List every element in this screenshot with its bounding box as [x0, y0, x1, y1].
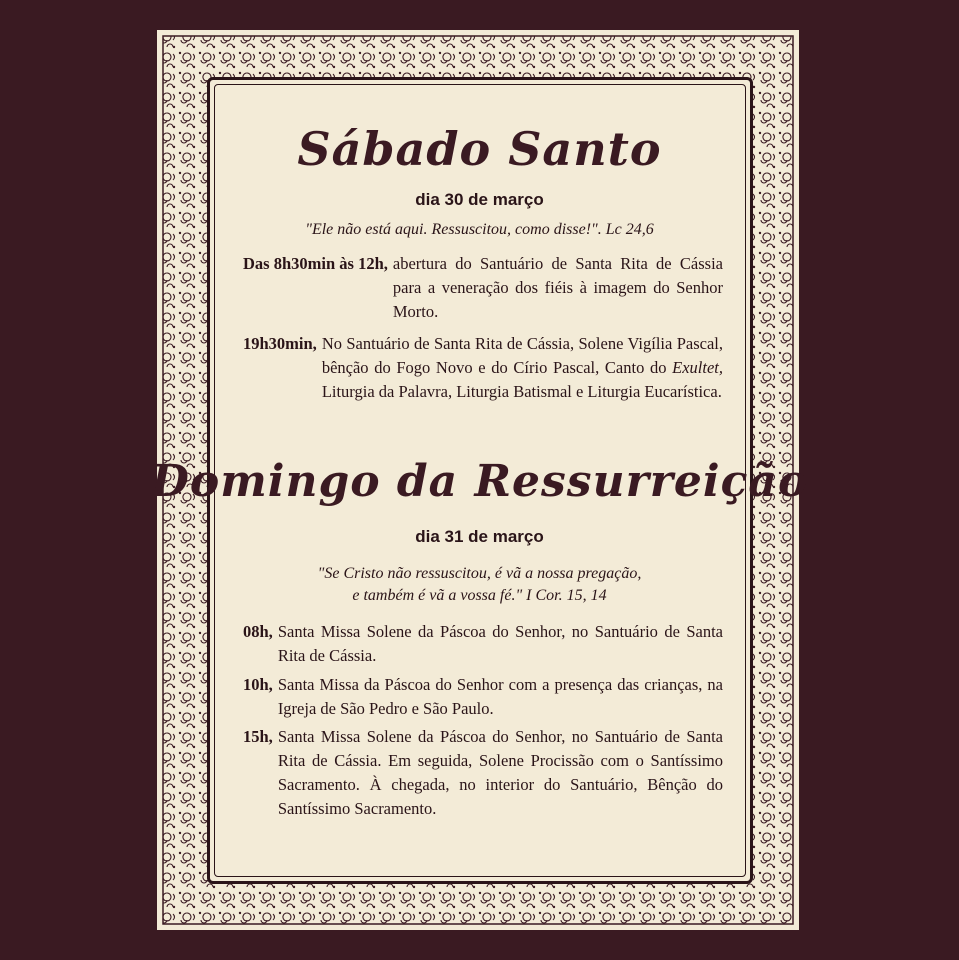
entry-text-part-b: Liturgia da Palavra, Liturgia Batismal e Liturgia Eucarística.: [321, 382, 722, 401]
heading-sabado-santo: Sábado Santo: [297, 122, 662, 176]
entry-domingo-15h: [243, 725, 723, 821]
entry-time: 15h,: [243, 727, 273, 746]
entry-text: Santa Missa Solene da Páscoa do Senhor, no Santuário de Santa Rita de Cássia. Em seguida, Solene Procissão com o Santíssimo Sacramento. À chegada, no interior do Santuário, Bênção do Santíssimo Sacramento.: [277, 727, 723, 818]
entry-text: [322, 332, 723, 404]
heading-domingo-ressurreicao: Domingo da Ressurreição: [150, 456, 809, 507]
date-domingo: dia 31 de março: [415, 527, 544, 546]
entry-text-exultet: Exultet,: [672, 358, 723, 377]
entry-sabado-morning: [243, 252, 723, 324]
entry-text: abertura do Santuário de Santa Rita de Cássia para a veneração dos fiéis à imagem do Senhor Morto.: [392, 254, 723, 321]
entry-time: 19h30min,: [243, 334, 317, 353]
date-sabado: dia 30 de março: [415, 190, 544, 209]
entry-time: Das 8h30min às 12h,: [243, 254, 388, 273]
quote-line-2: e também é vã a vossa fé." I Cor. 15, 14: [352, 587, 607, 604]
quote-line-1: "Se Cristo não ressuscitou, é vã a nossa pregação,: [317, 565, 642, 582]
entry-sabado-vigil: [243, 332, 723, 404]
entry-domingo-08h: [243, 620, 723, 668]
entry-domingo-10h: [243, 673, 723, 721]
entry-text: Santa Missa da Páscoa do Senhor com a presença das crianças, na Igreja de São Pedro e São Paulo.: [277, 675, 723, 718]
entry-time: 08h,: [243, 622, 273, 641]
quote-sabado: "Ele não está aqui. Ressuscitou, como disse!". Lc 24,6: [305, 221, 654, 238]
quote-domingo: [0, 563, 959, 607]
entry-text: Santa Missa Solene da Páscoa do Senhor, no Santuário de Santa Rita de Cássia.: [277, 622, 723, 665]
entry-time: 10h,: [243, 675, 273, 694]
entry-text-part-a: No Santuário de Santa Rita de Cássia, Solene Vigília Pascal, bênção do Fogo Novo e do Círio Pascal, Canto do: [321, 334, 723, 377]
